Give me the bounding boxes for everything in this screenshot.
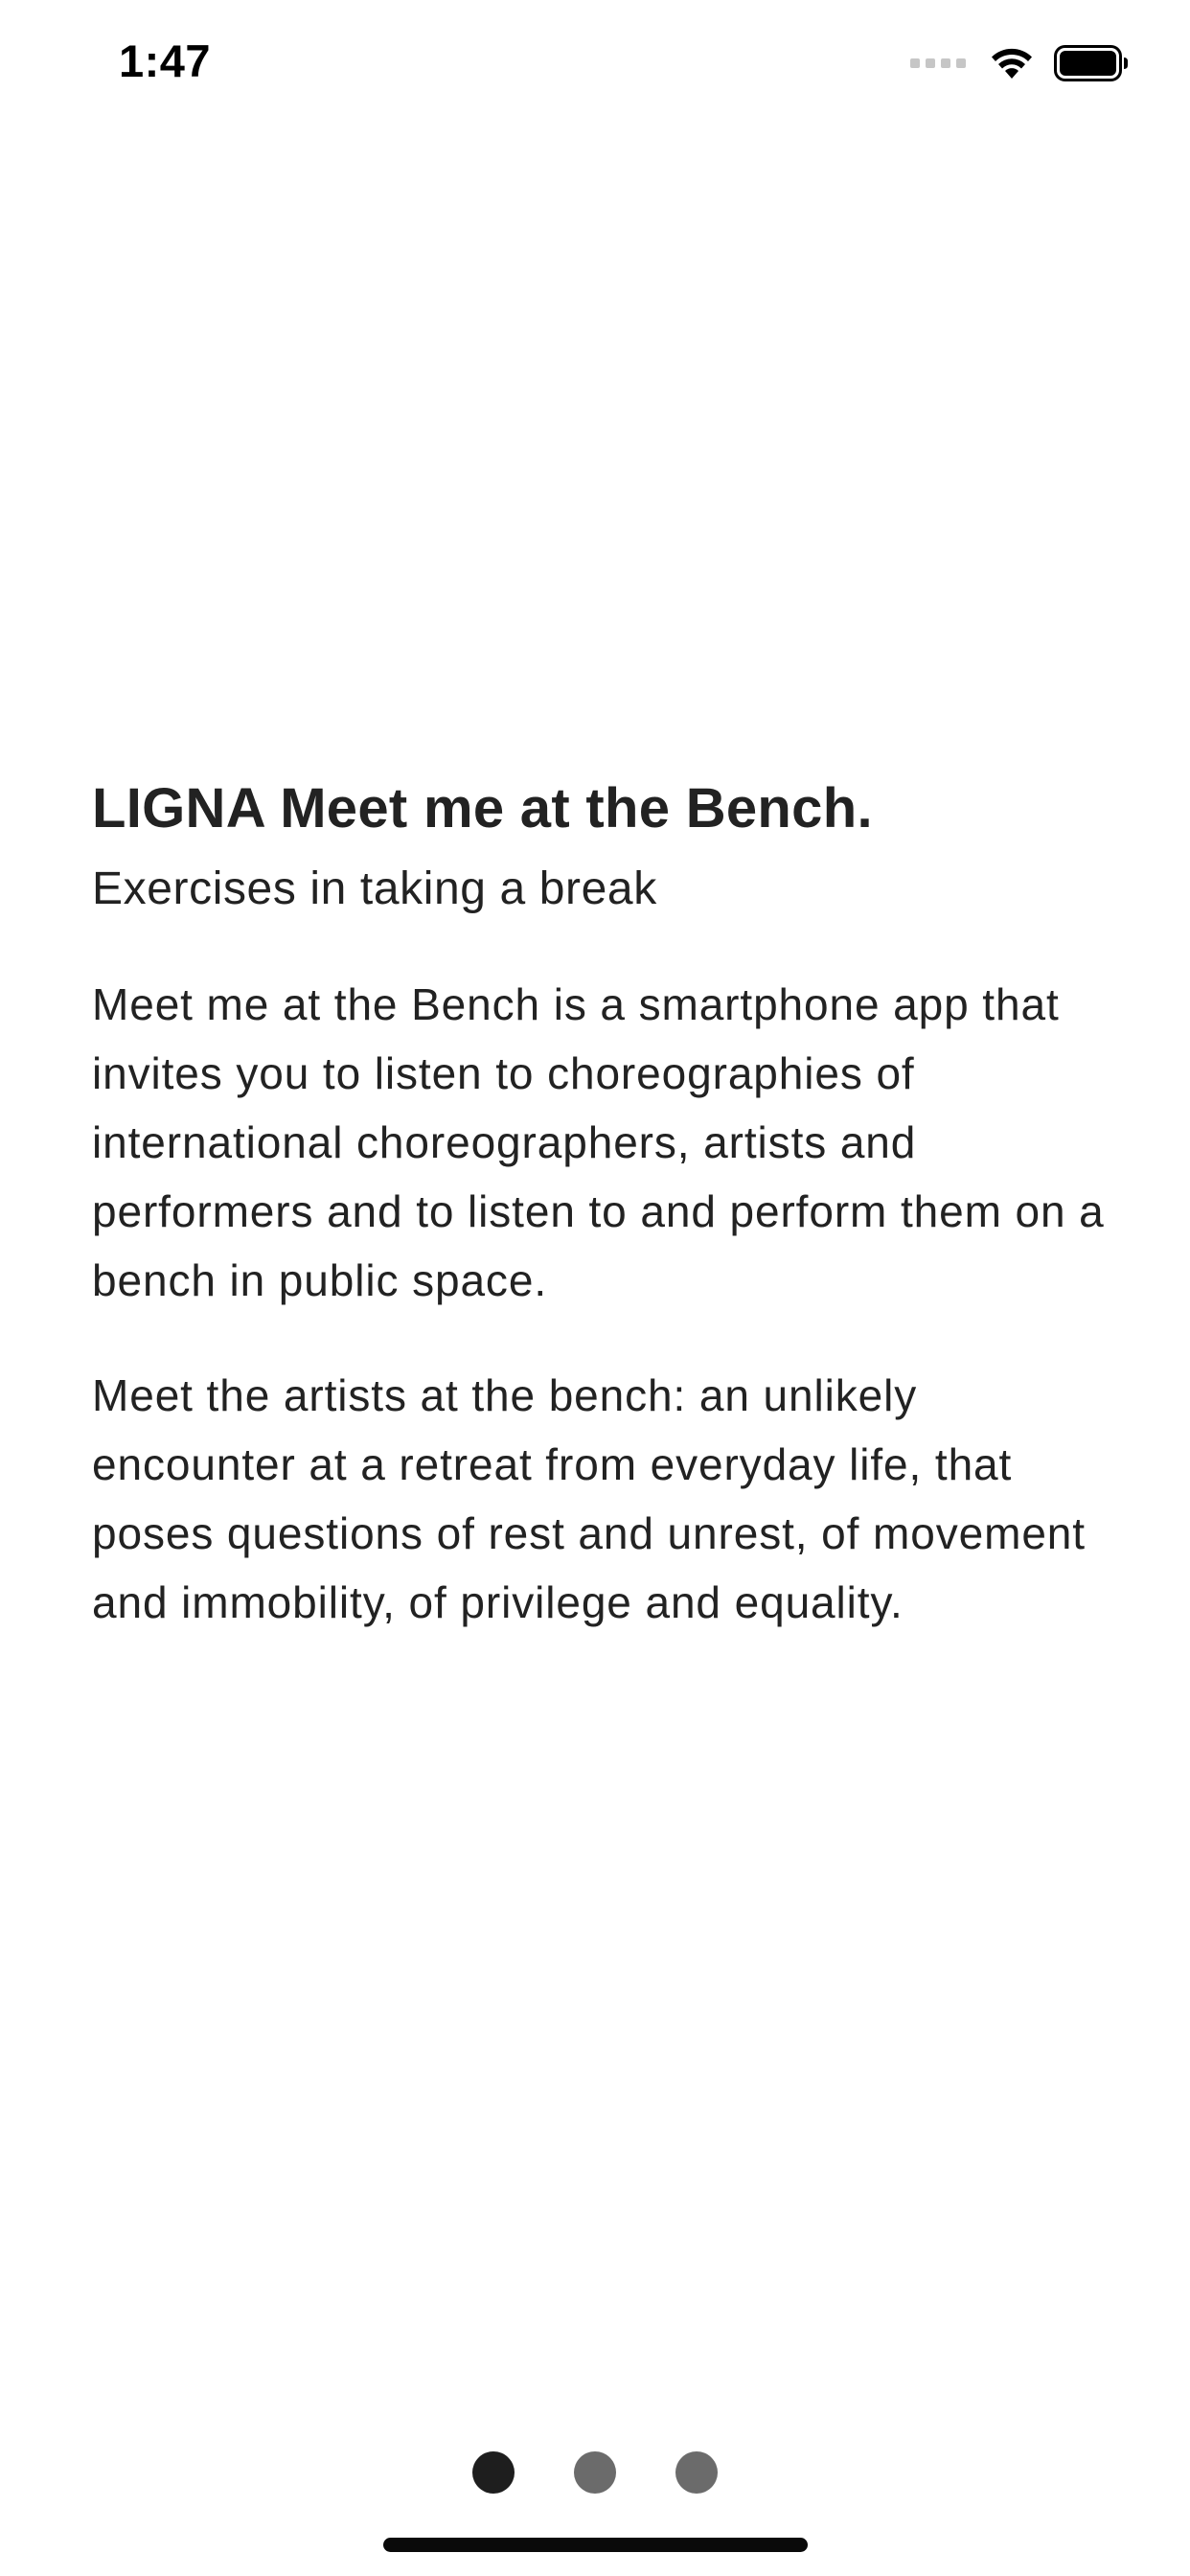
home-indicator[interactable] [383, 2538, 808, 2552]
status-icons [910, 42, 1129, 84]
page-dot-1[interactable] [472, 2451, 515, 2494]
intro-content [92, 769, 1108, 1637]
page-title: LIGNA Meet me at the Bench. [92, 777, 873, 840]
intro-paragraph-2: Meet the artists at the bench: an unlikely encounter at a retreat from everyday life, that poses questions of rest and unrest, of movement and immobility, of privilege and equality. [92, 1370, 1086, 1627]
page-subtitle: Exercises in taking a break [92, 863, 657, 914]
status-bar [0, 0, 1190, 126]
battery-icon [1054, 45, 1129, 81]
wifi-icon [989, 46, 1035, 80]
intro-paragraph-1: Meet me at the Bench is a smartphone app that invites you to listen to choreographies of international choreographers, artists and performers and to listen to and perform them on a bench in public space. [92, 979, 1105, 1305]
page-dot-3[interactable] [675, 2451, 718, 2494]
status-time: 1:47 [119, 35, 212, 86]
signal-dots-icon [910, 58, 966, 68]
page-dot-2[interactable] [574, 2451, 616, 2494]
page-indicator [0, 2451, 1190, 2494]
